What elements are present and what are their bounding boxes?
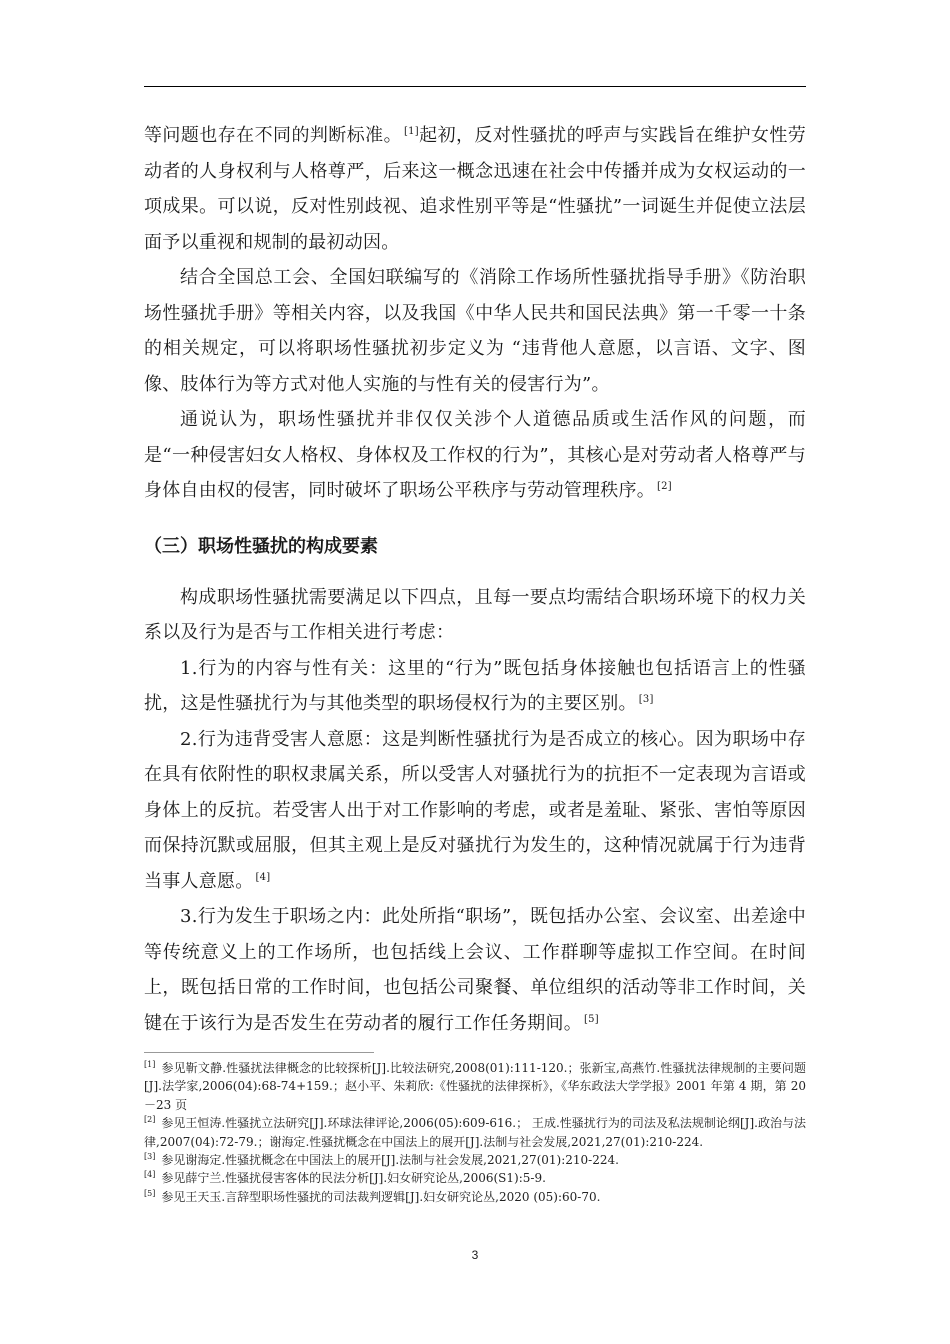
footnote-2 <box>144 1114 806 1151</box>
paragraph-3-text: 通说认为，职场性骚扰并非仅仅关涉个人道德品质或生活作风的问题，而是“一种侵害妇女人格权、身体权及工作权的行为”，其核心是对劳动者人格尊严与身体自由权的侵害，同时破坏了职场公平秩序与劳动管理秩序。 <box>144 409 806 501</box>
footnote-4-mark: [4] <box>144 1170 156 1180</box>
footnote-3-mark: [3] <box>144 1152 156 1162</box>
paragraph-1 <box>144 118 806 260</box>
footnote-4 <box>144 1169 806 1187</box>
footnote-ref-1: [1] <box>404 126 419 137</box>
footnote-ref-2: [2] <box>657 481 672 492</box>
footnote-5-text: 参见王天玉.言辞型职场性骚扰的司法裁判逻辑[J].妇女研究论丛,2020 (05):60-70. <box>161 1189 601 1204</box>
element-1 <box>144 651 806 722</box>
footnote-ref-4: [4] <box>255 871 271 883</box>
element-2-text: 2.行为违背受害人意愿：这是判断性骚扰行为是否成立的核心。因为职场中存在具有依附性的职权隶属关系，所以受害人对骚扰行为的抗拒不一定表现为言语或身体上的反抗。若受害人出于对工作影响的考虑，或者是羞耻、紧张、害怕等原因而保持沉默或屈服，但其主观上是反对骚扰行为发生的，这种情况就属于行为违背当事人意愿。 <box>144 728 806 892</box>
header-rule <box>144 86 806 87</box>
paragraph-2-text: 结合全国总工会、全国妇联编写的《消除工作场所性骚扰指导手册》《防治职场性骚扰手册》等相关内容，以及我国《中华人民共和国民法典》第一千零一十条的相关规定，可以将职场性骚扰初步定义为 “违背他人意愿，以言语、文字、图像、肢体行为等方式对他人实施的与性有关的侵害行为”。 <box>144 267 806 395</box>
page-number: 3 <box>471 1248 479 1262</box>
main-body <box>144 118 806 1041</box>
paragraph-1-text-after: 起初，反对性骚扰的呼声与实践旨在维护女性劳动者的人身权利与人格尊严，后来这一概念迅速在社会中传播并成为女权运动的一项成果。可以说，反对性别歧视、追求性别平等是“性骚扰”一词诞生并促使立法层面予以重视和规制的最初动因。 <box>144 125 806 253</box>
elements-intro <box>144 580 806 651</box>
footnote-ref-5: [5] <box>584 1013 599 1025</box>
element-2 <box>144 722 806 900</box>
section-heading: （三）职场性骚扰的构成要素 <box>144 535 378 557</box>
paragraph-3 <box>144 402 806 509</box>
element-1-text: 1.行为的内容与性有关：这里的“行为”既包括身体接触也包括语言上的性骚扰，这是性骚扰行为与其他类型的职场侵权行为的主要区别。 <box>144 657 806 714</box>
footnote-3-text: 参见谢海定.性骚扰概念在中国法上的展开[J].法制与社会发展,2021,27(01):210-224. <box>161 1153 619 1168</box>
element-3 <box>144 899 806 1041</box>
elements-intro-text: 构成职场性骚扰需要满足以下四点，且每一要点均需结合职场环境下的权力关系以及行为是否与工作相关进行考虑： <box>144 586 806 643</box>
footnote-4-text: 参见薛宁兰.性骚扰侵害客体的民法分析[J].妇女研究论丛,2006(S1):5-9. <box>161 1171 546 1186</box>
footnote-2-text: 参见王恒涛.性骚扰立法研究[J].环球法律评论,2006(05):609-616.； 王成.性骚扰行为的司法及私法规制论纲[J].政治与法律,2007(04):72-79.；谢海定.性骚扰概念在中国法上的展开[J].法制与社会发展,2021,27(01):210-224. <box>144 1116 806 1149</box>
footnote-1 <box>144 1059 806 1114</box>
footnote-1-mark: [1] <box>144 1060 156 1069</box>
footnote-ref-3: [3] <box>638 694 654 705</box>
footnote-5-mark: [5] <box>144 1188 156 1198</box>
footnote-1-text: 参见靳文静.性骚扰法律概念的比较探析[J].比较法研究,2008(01):111-120.；张新宝,高燕竹.性骚扰法律规制的主要问题[J].法学家,2006(04):68-74+159.；赵小平、朱莉欣:《性骚扰的法律探析》，《华东政法大学学报》2001 年第 4 期，第 20－23 页 <box>144 1061 806 1112</box>
element-3-text: 3.行为发生于职场之内：此处所指“职场”，既包括办公室、会议室、出差途中等传统意义上的工作场所，也包括线上会议、工作群聊等虚拟工作空间。在时间上，既包括日常的工作时间，也包括公司聚餐、单位组织的活动等非工作时间，关键在于该行为是否发生在劳动者的履行工作任务期间。 <box>144 906 806 1034</box>
footnote-5 <box>144 1188 806 1206</box>
footnotes <box>144 1059 806 1206</box>
footnote-2-mark: [2] <box>144 1115 156 1125</box>
paragraph-2 <box>144 260 806 402</box>
paragraph-1-text: 等问题也存在不同的判断标准。 <box>144 125 403 146</box>
footnote-3 <box>144 1151 806 1169</box>
footnote-separator <box>144 1052 374 1053</box>
